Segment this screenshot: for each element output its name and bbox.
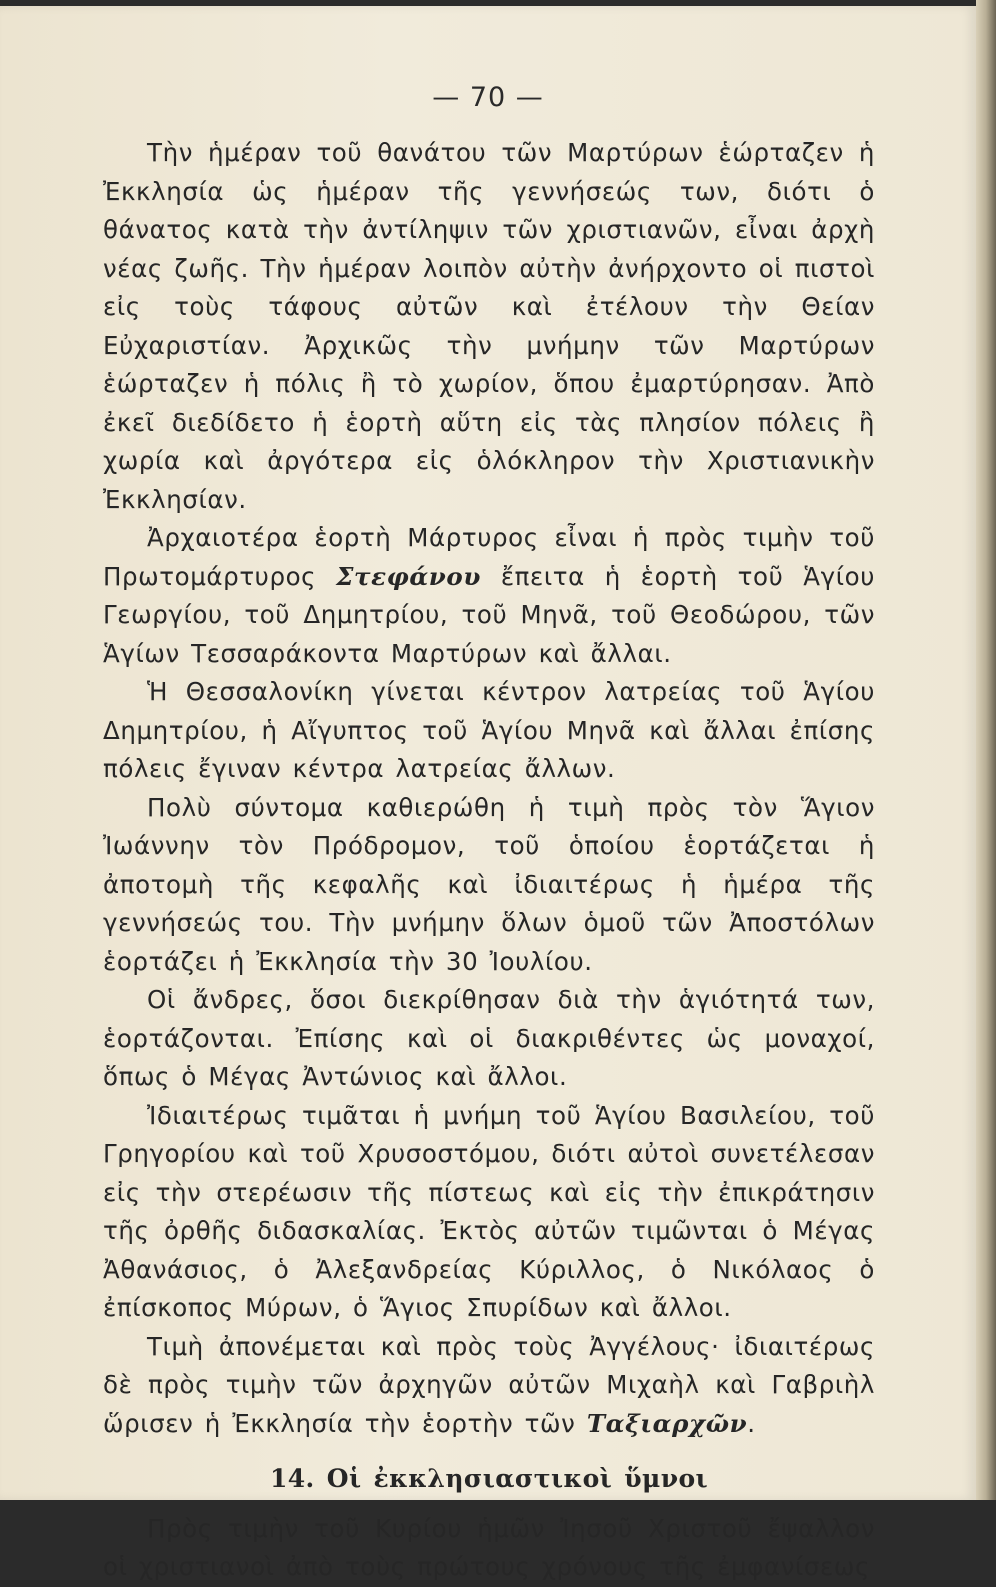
emphasis-taxiarchon: Ταξιαρχῶν bbox=[586, 1408, 748, 1438]
closing-paragraph: Πρὸς τιμὴν τοῦ Κυρίου ἡμῶν Ἰησοῦ Χριστοῦ ἔψαλλον οἱ χριστιανοὶ ἀπὸ τοὺς πρώτους χρόνους τῆς ἐμφανίσεως bbox=[103, 1513, 875, 1581]
paragraph-7-text-b: . bbox=[747, 1408, 756, 1438]
paragraph-5: Οἱ ἄνδρες, ὅσοι διεκρίθησαν διὰ τὴν ἁγιότητά των, ἑορτάζονται. Ἐπίσης καὶ οἱ διακριθέντες ὡς μοναχοί, ὅπως ὁ Μέγας Ἀντώνιος καὶ ἄλλοι. bbox=[103, 985, 875, 1091]
paragraph-2 bbox=[103, 519, 875, 673]
paragraph-3: Ἡ Θεσσαλονίκη γίνεται κέντρον λατρείας τοῦ Ἁγίου Δημητρίου, ἡ Αἴγυπτος τοῦ Ἁγίου Μηνᾶ καὶ ἄλλαι ἐπίσης πόλεις ἔγιναν κέντρα λατρείας ἄλλων. bbox=[103, 677, 875, 783]
paragraph-7-text-a: Τιμὴ ἀπονέμεται καὶ πρὸς τοὺς Ἀγγέλους· ἰδιαιτέρως δὲ πρὸς τιμὴν τῶν ἀρχηγῶν αὐτῶν Μιχαὴλ καὶ Γαβριὴλ ὥρισεν ἡ Ἐκκλησία τὴν ἑορτὴν τῶν bbox=[103, 1331, 875, 1438]
page-number: — 70 — bbox=[432, 82, 544, 113]
paragraph-4: Πολὺ σύντομα καθιερώθη ἡ τιμὴ πρὸς τὸν Ἅγιον Ἰωάννην τὸν Πρόδρομον, τοῦ ὁποίου ἑορτάζεται ἡ ἀποτομὴ τῆς κεφαλῆς καὶ ἰδιαιτέρως ἡ ἡμέρα τῆς γεννήσεώς του. Τὴν μνήμην ὅλων ὁμοῦ τῶν Ἀποστόλων ἑορτάζει ἡ Ἐκκλησία τὴν 30 Ἰουλίου. bbox=[103, 792, 875, 976]
emphasis-stefanou: Στεφάνου bbox=[336, 561, 481, 591]
page-body bbox=[103, 134, 875, 1587]
paragraph-7 bbox=[103, 1328, 875, 1444]
page-edge-shadow bbox=[976, 0, 996, 1500]
paragraph-2-text-b: ἔπειτα ἡ ἑορτὴ τοῦ Ἁγίου Γεωργίου, τοῦ Δημητρίου, τοῦ Μηνᾶ, τοῦ Θεοδώρου, τῶν Ἁγίων Τεσσαράκοντα Μαρτύρων καὶ ἄλλαι. bbox=[103, 561, 875, 668]
book-page bbox=[0, 6, 976, 1581]
paragraph-1: Τὴν ἡμέραν τοῦ θανάτου τῶν Μαρτύρων ἑώρταζεν ἡ Ἐκκλησία ὡς ἡμέραν τῆς γεννήσεώς των, διότι ὁ θάνατος κατὰ τὴν ἀντίληψιν τῶν χριστιανῶν, εἶναι ἀρχὴ νέας ζωῆς. Τὴν ἡμέραν λοιπὸν αὐτὴν ἀνήρχοντο οἱ πιστοὶ εἰς τοὺς τάφους αὐτῶν καὶ ἐτέλουν τὴν Θείαν Εὐχαριστίαν. Ἀρχικῶς τὴν μνήμην τῶν Μαρτύρων ἑώρταζεν ἡ πόλις ἢ τὸ χωρίον, ὅπου ἐμαρτύρησαν. Ἀπὸ ἐκεῖ διεδίδετο ἡ ἑορτὴ αὕτη εἰς τὰς πλησίον πόλεις ἢ χωρία καὶ ἀργότερα εἰς ὁλόκληρον τὴν Χριστιανικὴν Ἐκκλησίαν. bbox=[103, 138, 875, 514]
section-heading: 14. Οἱ ἐκκλησιαστικοὶ ὕμνοι bbox=[269, 1464, 709, 1493]
paragraph-6: Ἰδιαιτέρως τιμᾶται ἡ μνήμη τοῦ Ἁγίου Βασιλείου, τοῦ Γρηγορίου καὶ τοῦ Χρυσοστόμου, διότι αὐτοὶ συνετέλεσαν εἰς τὴν στερέωσιν τῆς πίστεως καὶ εἰς τὴν ἐπικράτησιν τῆς ὀρθῆς διδασκαλίας. Ἐκτὸς αὐτῶν τιμῶνται ὁ Μέγας Ἀθανάσιος, ὁ Ἀλεξανδρείας Κύριλλος, ὁ Νικόλαος ὁ ἐπίσκοπος Μύρων, ὁ Ἅγιος Σπυρίδων καὶ ἄλλοι. bbox=[103, 1100, 875, 1322]
paragraph-2-text-a: Ἀρχαιοτέρα ἑορτὴ Μάρτυρος εἶναι ἡ πρὸς τιμὴν τοῦ Πρωτομάρτυρος bbox=[103, 523, 875, 591]
